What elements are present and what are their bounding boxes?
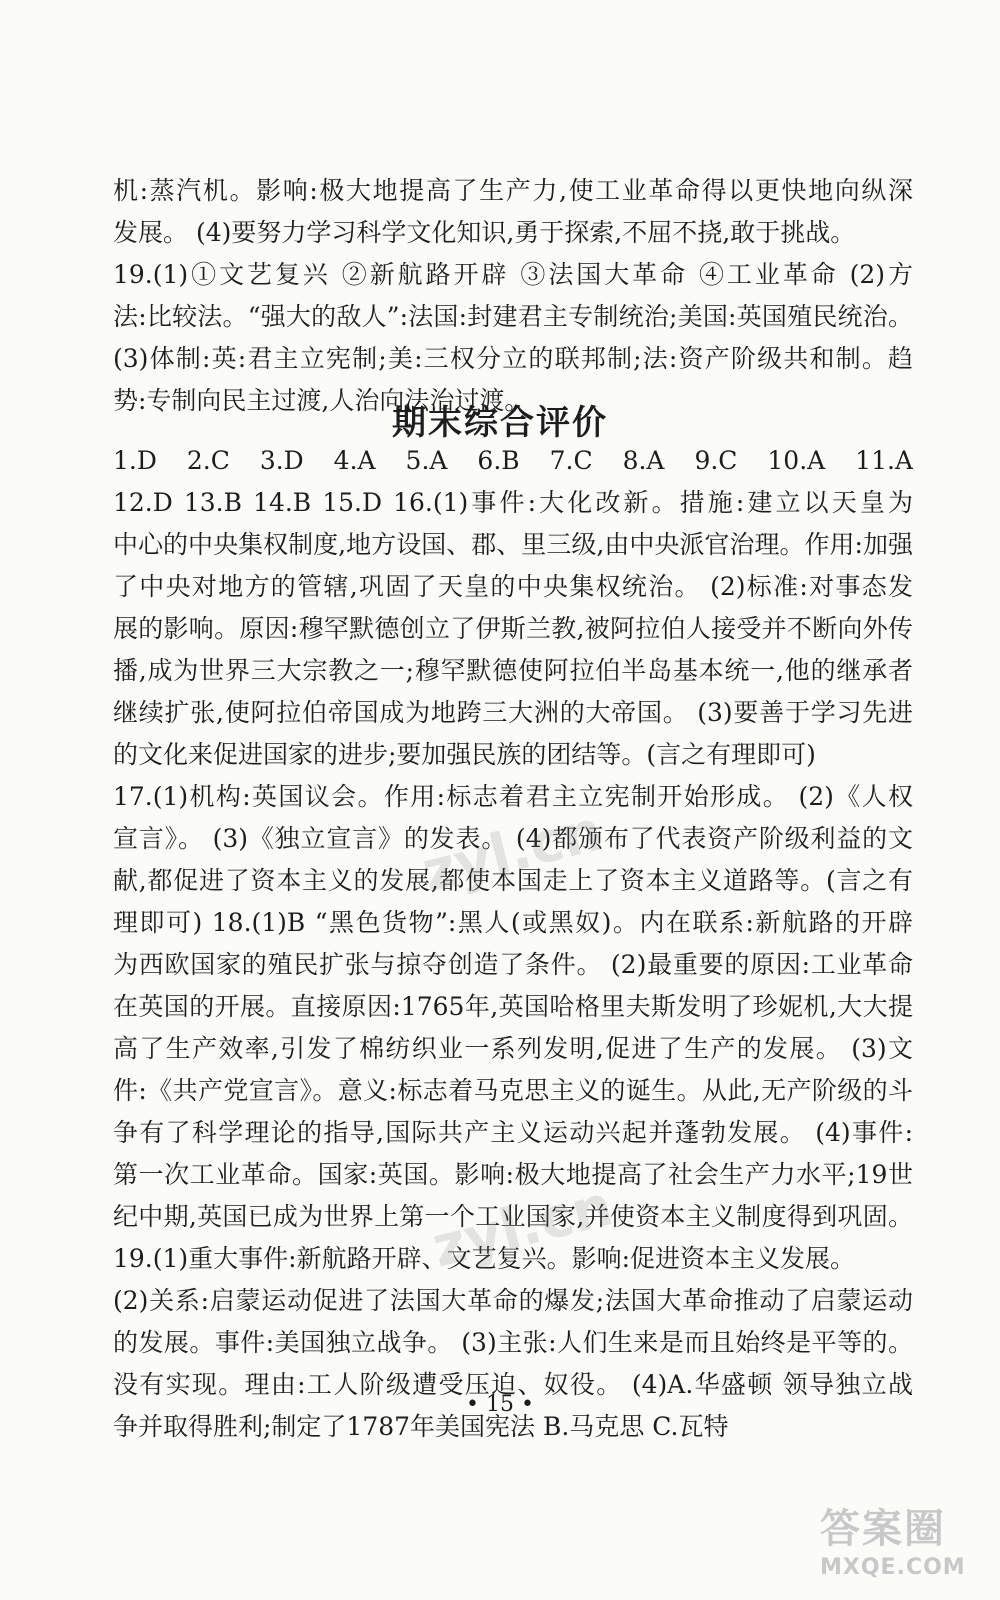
- page-number: • 15 •: [466, 1392, 534, 1417]
- text-line: 争并取得胜利;制定了1787年美国宪法 B.马克思 C.瓦特: [113, 1412, 729, 1441]
- text-line: 第一次工业革命。国家:英国。影响:极大地提高了社会生产力水平;19世: [113, 1160, 913, 1189]
- text-line: 没有实现。理由:工人阶级遭受压迫、奴役。 (4)A.华盛顿 领导独立战: [113, 1370, 913, 1399]
- text-line: 机:蒸汽机。影响:极大地提高了生产力,使工业革命得以更快地向纵深: [113, 176, 913, 205]
- watermark-logo-chars: 答案圈: [820, 1506, 946, 1552]
- text-line: 件:《共产党宣言》。意义:标志着马克思主义的诞生。从此,无产阶级的斗: [113, 1076, 913, 1105]
- text-line: (3)体制:英:君主立宪制;美:三权分立的联邦制;法:资产阶级共和制。趋: [113, 344, 913, 373]
- text-line: 为西欧国家的殖民扩张与掠夺创造了条件。 (2)最重要的原因:工业革命: [113, 950, 913, 979]
- text-line: 17.(1)机构:英国议会。作用:标志着君主立宪制开始形成。 (2)《人权: [113, 782, 913, 811]
- text-line: (2)关系:启蒙运动促进了法国大革命的爆发;法国大革命推动了启蒙运动: [113, 1286, 913, 1315]
- text-line: 法:比较法。“强大的敌人”:法国:封建君主专制统治;美国:英国殖民统治。: [113, 302, 913, 331]
- text-line: 的发展。事件:美国独立战争。 (3)主张:人们生来是而且始终是平等的。: [113, 1328, 913, 1357]
- text-line: 在英国的开展。直接原因:1765年,英国哈格里夫斯发明了珍妮机,大大提: [113, 992, 913, 1021]
- watermark-logo: [820, 1505, 995, 1595]
- watermark-text: zyl.cn: [426, 1173, 619, 1281]
- text-line: 19.(1)重大事件:新航路开辟、文艺复兴。影响:促进资本主义发展。: [113, 1244, 856, 1273]
- section-heading: 期末综合评价: [392, 403, 608, 443]
- text-line: 了中央对地方的管辖,巩固了天皇的中央集权统治。 (2)标准:对事态发: [113, 572, 913, 601]
- answer-section-final-review: [113, 440, 913, 1448]
- text-line: 势:专制向民主过渡,人治向法治过渡。: [113, 386, 530, 415]
- text-line: 展的影响。原因:穆罕默德创立了伊斯兰教,被阿拉伯人接受并不断向外传: [113, 614, 913, 643]
- text-line: 12.D 13.B 14.B 15.D 16.(1)事件:大化改新。措施:建立以天皇为: [113, 488, 913, 517]
- text-line: 宣言》。 (3)《独立宣言》的发表。 (4)都颁布了代表资产阶级利益的文: [113, 824, 913, 853]
- text-line: 继续扩张,使阿拉伯帝国成为地跨三大洲的大帝国。 (3)要善于学习先进: [113, 698, 913, 727]
- text-line: 发展。 (4)要努力学习科学文化知识,勇于探索,不屈不挠,敢于挑战。: [113, 218, 856, 247]
- text-line: 高了生产效率,引发了棉纺织业一系列发明,促进了生产的发展。 (3)文: [113, 1034, 913, 1063]
- text-line: 的文化来促进国家的进步;要加强民族的团结等。(言之有理即可): [113, 740, 816, 769]
- text-line: 争有了科学理论的指导,国际共产主义运动兴起并蓬勃发展。 (4)事件:: [113, 1118, 913, 1147]
- answer-section-top: [113, 170, 913, 422]
- watermark-logo-site: MXQE.COM: [820, 1555, 966, 1580]
- text-line: 1.D 2.C 3.D 4.A 5.A 6.B 7.C 8.A 9.C 10.A 11.A: [113, 446, 913, 475]
- watermark-text: zyl.cn: [416, 798, 609, 906]
- text-line: 中心的中央集权制度,地方设国、郡、里三级,由中央派官治理。作用:加强: [113, 530, 913, 559]
- text-line: 理即可) 18.(1)B “黑色货物”:黑人(或黑奴)。内在联系:新航路的开辟: [113, 908, 913, 937]
- text-line: 播,成为世界三大宗教之一;穆罕默德使阿拉伯半岛基本统一,他的继承者: [113, 656, 913, 685]
- text-line: 献,都促进了资本主义的发展,都使本国走上了资本主义道路等。(言之有: [113, 866, 913, 895]
- text-line: 纪中期,英国已成为世界上第一个工业国家,并使资本主义制度得到巩固。: [113, 1202, 913, 1231]
- text-line: 19.(1)①文艺复兴 ②新航路开辟 ③法国大革命 ④工业革命 (2)方: [113, 260, 913, 289]
